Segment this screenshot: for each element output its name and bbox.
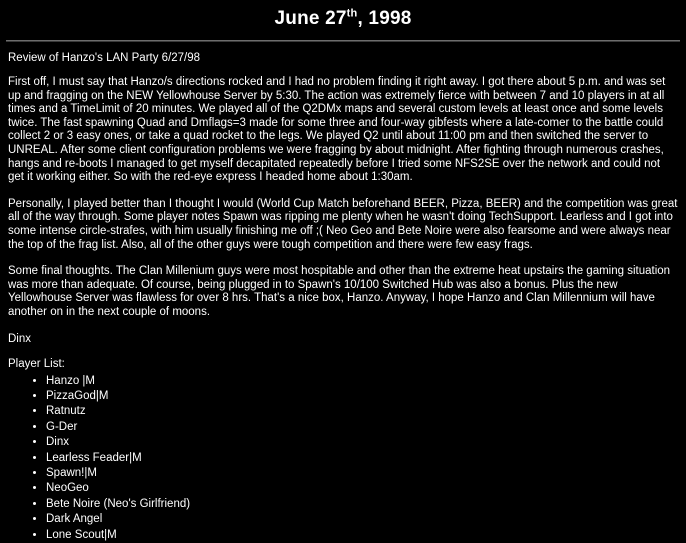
list-item: • Dinx — [46, 435, 678, 450]
list-item: • Dark Angel — [46, 512, 678, 527]
review-heading: Review of Hanzo's LAN Party 6/27/98 — [8, 52, 201, 64]
list-item: • Spawn!|M — [46, 466, 678, 481]
list-item: • Hanzo |M — [46, 374, 678, 389]
page-title-year: , 1998 — [357, 8, 412, 29]
player-list-label: Player List: — [8, 357, 65, 370]
list-item: • Ratnutz — [46, 404, 678, 419]
list-item: • G-Der — [46, 420, 678, 435]
list-item: • Bete Noire (Neo's Girlfriend) — [46, 497, 678, 512]
list-item: • NeoGeo — [46, 481, 678, 496]
review-paragraph: Some final thoughts. The Clan Millenium guys were most hospitable and other than the extreme heat upstairs the gaming situation was more than adequate. Of course, being plugged in to Spawn's 10/100 Switched Hub was also a bonus. Plus the new Yellowhouse Server was flawless for over 8 hrs. That's a nice box, Hanzo. Anyway, I hope Hanzo and Clan Millennium will have another on in the next couple of moons. — [8, 265, 671, 318]
player-list — [8, 374, 678, 543]
review-paragraph: First off, I must say that Hanzo/s directions rocked and I had no problem finding it right away. I got there about 5 p.m. and was set up and fragging on the NEW Yellowhouse Server by 5:30. The action was extremely fierce with between 7 and 10 players in at all times and a TimeLimit of 20 minutes. We played all of the Q2DMx maps and several custom levels at least once and some levels twice. The fast spawning Quad and Dmflags=3 made for some three and four-way gibfests where a late-comer to the battle could collect 2 or 3 easy ones, or take a quad rocket to the legs. We played Q2 until about 11:00 pm and then switched the server to UNREAL. After some client configuration problems we were fragging by about midnight. After fighting through numerous crashes, hangs and re-boots I managed to get myself decapitated repeatedly before I tried some NFS2SE over the network and could not get it working either. So with the red-eye express I headed home about 1:30am. — [8, 76, 666, 184]
review-paragraph: Personally, I played better than I thought I would (World Cup Match beforehand BEER, Pizza, BEER) and the competition was great all of the way through. Some player notes Spawn was ripping me plenty when he wasn't doing TechSupport. Learless and I got into some intense circle-strafes, with him usually finishing me off ;( Neo Geo and Bete Noire were also fearsome and were always near the top of the frag list. Also, all of the other guys were tough competition and there were few easy frags. — [8, 197, 678, 251]
page-title — [0, 0, 686, 37]
list-item: • Learless Feader|M — [46, 451, 678, 466]
list-item: • Lone Scout|M — [46, 528, 678, 543]
page-title-date: June 27 — [274, 8, 347, 29]
author-signature: Dinx — [8, 332, 32, 345]
article-body — [0, 42, 686, 543]
list-item: • PizzaGod|M — [46, 389, 678, 404]
page-title-ordinal: th — [346, 7, 358, 20]
